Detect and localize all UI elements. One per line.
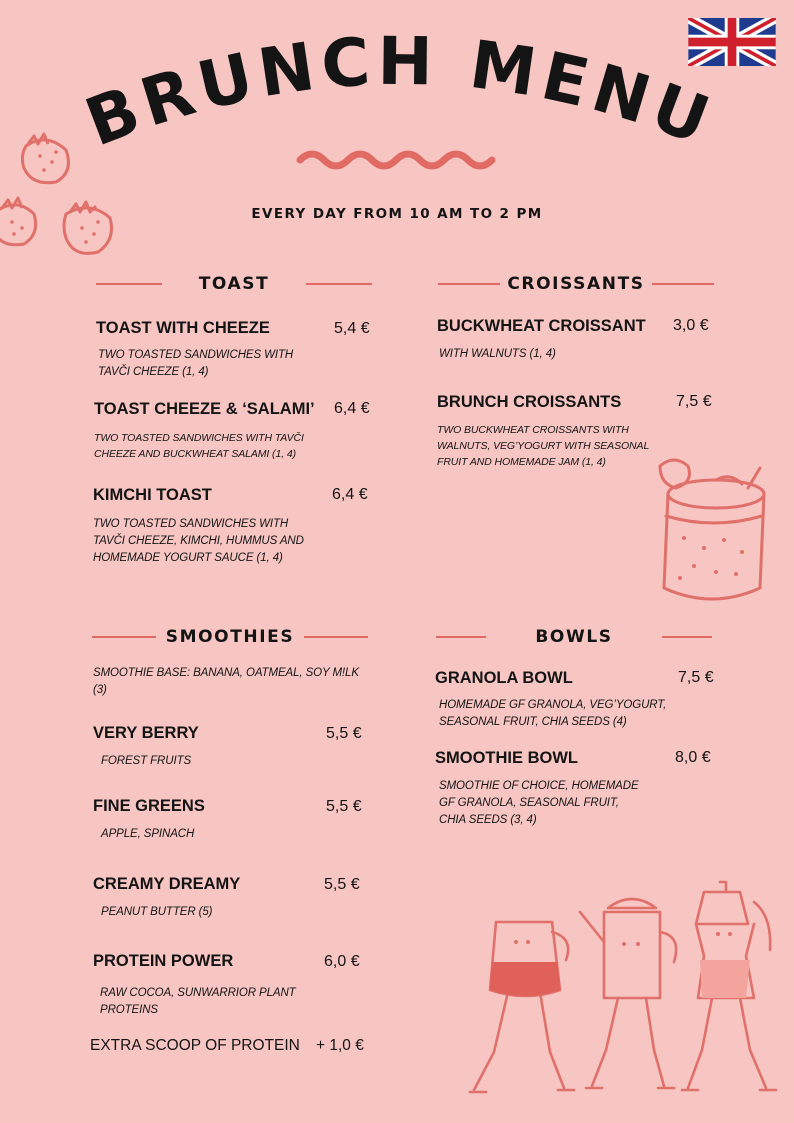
item-price-fine-greens: 5,5 € [326, 798, 362, 815]
wave-divider [296, 148, 498, 172]
section-header-toast [96, 274, 372, 294]
item-price-buckwheat-croissant: 3,0 € [673, 317, 709, 334]
item-desc-brunch-croissants: TWO BUCKWHEAT CROISSANTS WITH WALNUTS, VEG’YOGURT WITH SEASONAL FRUIT AND HOMEMADE JAM (1, 4) [437, 424, 650, 468]
item-desc-creamy-dreamy: PEANUT BUTTER (5) [101, 906, 213, 918]
item-name-buckwheat-croissant: BUCKWHEAT CROISSANT [437, 317, 646, 335]
item-name-very-berry: VERY BERRY [93, 724, 199, 742]
divider-line [306, 283, 372, 285]
item-desc-buckwheat-croissant: WITH WALNUTS (1, 4) [439, 348, 556, 360]
extra-protein-label: EXTRA SCOOP OF PROTEIN [90, 1037, 300, 1054]
item-price-kimchi-toast: 6,4 € [332, 486, 368, 503]
uk-flag-icon[interactable] [688, 18, 776, 66]
extra-protein-price: + 1,0 € [316, 1037, 364, 1054]
opening-hours: EVERY DAY FROM 10 AM TO 2 PM [251, 206, 543, 222]
item-desc-kimchi-toast: TWO TOASTED SANDWICHES WITH TAVČI CHEEZE, KIMCHI, HUMMUS AND HOMEMADE YOGURT SAUCE (1, 4) [93, 518, 304, 564]
section-title-smoothies: SMOOTHIES [165, 627, 295, 647]
strawberries-illustration [0, 124, 120, 264]
item-name-protein-power: PROTEIN POWER [93, 952, 234, 970]
item-name-toast-with-cheeze: TOAST WITH CHEEZE [96, 319, 270, 337]
item-name-kimchi-toast: KIMCHI TOAST [93, 486, 212, 504]
divider-line [96, 283, 162, 285]
section-title-croissants: CROISSANTS [507, 274, 645, 294]
item-name-smoothie-bowl: SMOOTHIE BOWL [435, 749, 578, 767]
item-desc-protein-power: RAW COCOA, SUNWARRIOR PLANT PROTEINS [100, 987, 296, 1016]
menu-title-text: BRUNCH MENU [75, 22, 725, 150]
divider-line [436, 636, 486, 638]
smoothie-glass-illustration [654, 448, 770, 612]
item-desc-fine-greens: APPLE, SPINACH [101, 828, 195, 840]
item-desc-toast-cheeze-salami: TWO TOASTED SANDWICHES WITH TAVČI CHEEZE AND BUCKWHEAT SALAMI (1, 4) [94, 432, 304, 460]
divider-line [92, 636, 156, 638]
walking-coffee-pots-illustration [468, 872, 780, 1100]
item-desc-toast-with-cheeze: TWO TOASTED SANDWICHES WITH TAVČI CHEEZE (1, 4) [98, 349, 294, 378]
menu-title [60, 20, 740, 150]
item-desc-very-berry: FOREST FRUITS [101, 755, 192, 767]
item-price-brunch-croissants: 7,5 € [676, 393, 712, 410]
svg-text:BRUNCH MENU [76, 23, 725, 150]
item-name-fine-greens: FINE GREENS [93, 797, 205, 815]
section-header-smoothies [92, 627, 368, 647]
divider-line [304, 636, 368, 638]
item-price-creamy-dreamy: 5,5 € [324, 876, 360, 893]
item-price-granola-bowl: 7,5 € [678, 669, 714, 686]
item-name-creamy-dreamy: CREAMY DREAMY [93, 875, 241, 893]
item-price-very-berry: 5,5 € [326, 725, 362, 742]
item-desc-smoothie-bowl: SMOOTHIE OF CHOICE, HOMEMADE GF GRANOLA, SEASONAL FRUIT, CHIA SEEDS (3, 4) [439, 780, 639, 826]
section-title-bowls: BOWLS [535, 627, 613, 647]
item-price-toast-cheeze-salami: 6,4 € [334, 400, 370, 417]
item-price-toast-with-cheeze: 5,4 € [334, 320, 370, 337]
item-desc-granola-bowl: HOMEMADE GF GRANOLA, VEG’YOGURT, SEASONAL FRUIT, CHIA SEEDS (4) [439, 699, 667, 728]
section-header-croissants [438, 274, 714, 294]
divider-line [662, 636, 712, 638]
section-title-toast: TOAST [198, 274, 270, 294]
item-name-granola-bowl: GRANOLA BOWL [435, 669, 573, 687]
smoothie-base-note: SMOOTHIE BASE: BANANA, OATMEAL, SOY M!LK (3) [93, 667, 359, 696]
section-header-bowls [436, 627, 712, 647]
item-price-protein-power: 6,0 € [324, 953, 360, 970]
item-name-toast-cheeze-salami: TOAST CHEEZE & ‘SALAMI’ [94, 400, 315, 418]
divider-line [438, 283, 500, 285]
divider-line [652, 283, 714, 285]
item-name-brunch-croissants: BRUNCH CROISSANTS [437, 393, 622, 411]
item-price-smoothie-bowl: 8,0 € [675, 749, 711, 766]
